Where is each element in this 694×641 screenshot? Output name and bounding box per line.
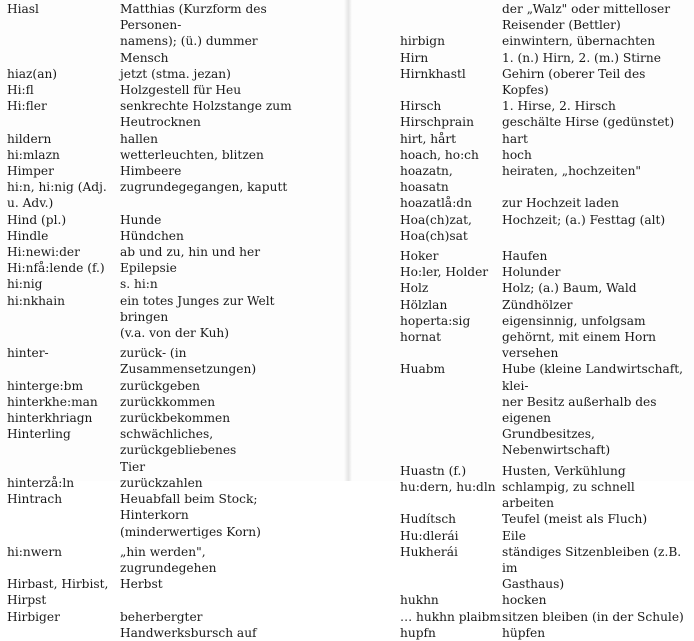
entry-term: hi:mlazn (7, 147, 60, 162)
glossary-entry (7, 82, 337, 98)
glossary-entry (7, 410, 337, 426)
entry-definition: Hube (kleine Landwirtschaft, klei- ner Besitz außerhalb des eigenen Grundbesitzes, Nebenwirtschaft) (502, 362, 683, 458)
entry-term: Holz (400, 281, 429, 296)
entry-definition: 1. Hirse, 2. Hirsch (502, 99, 616, 114)
entry-term: Hi:fl (7, 83, 34, 98)
entry-term: Hukherái (400, 544, 458, 559)
entry-term: Hirschprain (400, 115, 474, 130)
entry-definition: hart (502, 131, 528, 146)
glossary-entry (400, 264, 692, 280)
glossary-entry (400, 329, 692, 361)
glossary-entry (7, 378, 337, 394)
glossary-entry (400, 625, 692, 641)
entry-term: hinterzå:ln (7, 475, 75, 490)
entry-term: hirbign (400, 34, 445, 49)
entry-term: hu:dern, hu:dln (400, 479, 496, 494)
entry-term: … hukhn plaibm (400, 609, 501, 624)
entry-definition: s. hi:n (120, 277, 158, 292)
entry-term: hinterkhriagn (7, 411, 93, 426)
glossary-entry (400, 528, 692, 544)
entry-term: hi:nkhain (7, 293, 65, 308)
entry-definition: einwintern, übernachten (502, 34, 656, 49)
entry-term: Hirnkhastl (400, 66, 466, 81)
glossary-entry (7, 212, 337, 228)
glossary-entry (7, 163, 337, 179)
entry-term: Hirsch (400, 99, 442, 114)
entry-term: hi:nwern (7, 544, 63, 559)
glossary-entry (7, 576, 337, 608)
entry-definition: Husten, Verkühlung (502, 463, 626, 478)
entry-term: hupfn (400, 625, 436, 640)
glossary-entry (400, 212, 692, 244)
glossary-entry (400, 131, 692, 147)
entry-definition: zurückbekommen (120, 411, 231, 426)
glossary-entry (400, 147, 692, 163)
entry-definition: Matthias (Kurzform des Personen- namens); (ü.) dummer Mensch (120, 2, 267, 65)
glossary-entry (7, 1, 337, 66)
entry-definition: beherbergter Handwerksbursch auf (120, 609, 257, 640)
glossary-entry (400, 479, 692, 511)
entry-term: Hindle (7, 228, 49, 243)
glossary-entry (400, 66, 692, 98)
entry-term: Hintrach (7, 492, 63, 507)
entry-definition: senkrechte Holzstange zum Heutrocknen (120, 99, 292, 130)
glossary-entry (400, 592, 692, 608)
entry-definition: Haufen (502, 249, 548, 264)
glossary-entry (400, 163, 692, 195)
glossary-entry (7, 345, 337, 377)
entry-definition: schlampig, zu schnell arbeiten (502, 479, 635, 511)
entry-definition: ständiges Sitzenbleiben (z.B. im Gasthaus) (502, 544, 682, 592)
entry-definition: der „Walz" oder mittelloser Reisender (Bettler) (502, 2, 671, 33)
entry-term: hornat (400, 330, 442, 345)
right-glossary-column (400, 1, 692, 641)
glossary-entry (400, 609, 692, 625)
entry-definition: zugrundegegangen, kaputt (120, 180, 288, 195)
entry-term: Hoa(ch)zat, Hoa(ch)sat (400, 212, 472, 243)
entry-term: Hölzlan (400, 297, 448, 312)
entry-definition: hüpfen (502, 625, 546, 640)
book-gutter (344, 0, 352, 481)
entry-term: Huastn (f.) (400, 463, 467, 478)
entry-term: Ho:ler, Holder (400, 265, 489, 280)
glossary-entry (400, 98, 692, 114)
glossary-entry (400, 463, 692, 479)
entry-term: Hoker (400, 249, 439, 264)
entry-definition: Himbeere (120, 164, 182, 179)
entry-definition: Hunde (120, 212, 162, 227)
glossary-entry (7, 491, 337, 540)
entry-term: hiaz(an) (7, 66, 58, 81)
entry-definition: wetterleuchten, blitzen (120, 147, 264, 162)
entry-definition: Gehirn (oberer Teil des Kopfes) (502, 66, 646, 98)
glossary-entry (400, 1, 692, 33)
glossary-entry (400, 50, 692, 66)
glossary-entry (400, 195, 692, 211)
entry-definition: „hin werden", zugrundegehen (120, 544, 217, 575)
glossary-entry (400, 248, 692, 264)
glossary-entry (400, 361, 692, 458)
entry-term: hildern (7, 131, 52, 146)
glossary-entry (7, 609, 337, 641)
entry-term: hoach, ho:ch (400, 147, 479, 162)
glossary-entry (7, 179, 337, 211)
entry-definition: Epilepsie (120, 261, 177, 276)
entry-term: Hi:fler (7, 99, 47, 114)
entry-definition: heiraten, „hochzeiten" (502, 164, 642, 179)
glossary-entry (7, 228, 337, 244)
entry-definition: hocken (502, 593, 547, 608)
entry-definition: Hündchen (120, 228, 184, 243)
glossary-entry (400, 313, 692, 329)
entry-term: Hind (pl.) (7, 212, 67, 227)
entry-definition: hallen (120, 131, 158, 146)
entry-definition: Hochzeit; (a.) Festtag (alt) (502, 212, 666, 227)
entry-term: hoperta:sig (400, 313, 471, 328)
glossary-entry (7, 426, 337, 475)
left-glossary-column (7, 1, 337, 641)
entry-definition: zurückkommen (120, 394, 216, 409)
entry-definition: schwächliches, zurückgebliebenes Tier (120, 427, 237, 474)
glossary-entry (7, 475, 337, 491)
glossary-entry (400, 114, 692, 130)
entry-term: hinterge:bm (7, 378, 84, 393)
glossary-entry (7, 66, 337, 82)
glossary-entry (7, 98, 337, 130)
entry-definition: Holunder (502, 265, 561, 280)
glossary-entry (400, 280, 692, 296)
entry-definition: eigensinnig, unfolgsam (502, 313, 646, 328)
entry-term: hoazatlå:dn (400, 196, 472, 211)
glossary-entry (7, 147, 337, 163)
glossary-entry (7, 293, 337, 342)
entry-term: hukhn (400, 593, 439, 608)
glossary-entry (7, 394, 337, 410)
glossary-entry (400, 297, 692, 313)
entry-term: Hirbiger (7, 609, 60, 624)
glossary-entry (400, 33, 692, 49)
entry-definition: Eile (502, 528, 526, 543)
glossary-entry (7, 131, 337, 147)
entry-term: Hi:newi:der (7, 245, 80, 260)
entry-term: Himper (7, 164, 54, 179)
entry-term: Huabm (400, 362, 446, 377)
entry-definition: geschälte Hirse (gedünstet) (502, 115, 675, 130)
entry-definition: gehörnt, mit einem Horn versehen (502, 330, 656, 361)
glossary-entry (400, 544, 692, 593)
entry-definition: ein totes Junges zur Welt bringen (v.a. von der Kuh) (120, 293, 275, 341)
entry-definition: jetzt (stma. jezan) (120, 66, 231, 81)
entry-term: hinterkhe:man (7, 394, 98, 409)
entry-term: Hirn (400, 50, 429, 65)
entry-definition: Heuabfall beim Stock; Hinterkorn (minderwertiges Korn) (120, 492, 261, 539)
entry-definition: Zündhölzer (502, 297, 573, 312)
entry-definition: zurückzahlen (120, 475, 203, 490)
entry-term: Hinterling (7, 427, 71, 442)
entry-definition: zur Hochzeit laden (502, 196, 619, 211)
glossary-entry (7, 260, 337, 276)
entry-definition: zurück- (in Zusammensetzungen) (120, 346, 257, 377)
entry-term: hinter- (7, 346, 49, 361)
entry-term: Hiasl (7, 2, 39, 16)
glossary-entry (7, 276, 337, 292)
entry-definition: hoch (502, 147, 532, 162)
entry-term: Hu:dlerái (400, 528, 459, 543)
glossary-entry (400, 511, 692, 527)
entry-definition: 1. (n.) Hirn, 2. (m.) Stirne (502, 50, 661, 65)
entry-definition: Herbst (120, 577, 163, 592)
entry-term: hi:nig (7, 277, 43, 292)
entry-definition: Holz; (a.) Baum, Wald (502, 281, 637, 296)
entry-definition: ab und zu, hin und her (120, 245, 261, 260)
entry-definition: zurückgeben (120, 378, 201, 393)
entry-definition: Teufel (meist als Fluch) (502, 512, 648, 527)
glossary-entry (7, 244, 337, 260)
entry-definition: Holzgestell für Heu (120, 83, 242, 98)
entry-definition: sitzen bleiben (in der Schule) (502, 609, 684, 624)
entry-term: Hi:nfå:lende (f.) (7, 261, 105, 276)
entry-term: Hudítsch (400, 512, 457, 527)
glossary-entry (7, 544, 337, 576)
entry-term: hi:n, hi:nig (Adj. u. Adv.) (7, 180, 107, 211)
entry-term: hoazatn, hoasatn (400, 164, 453, 195)
entry-term: hirt, hårt (400, 131, 457, 146)
entry-term: Hirbast, Hirbist, Hirpst (7, 577, 109, 608)
